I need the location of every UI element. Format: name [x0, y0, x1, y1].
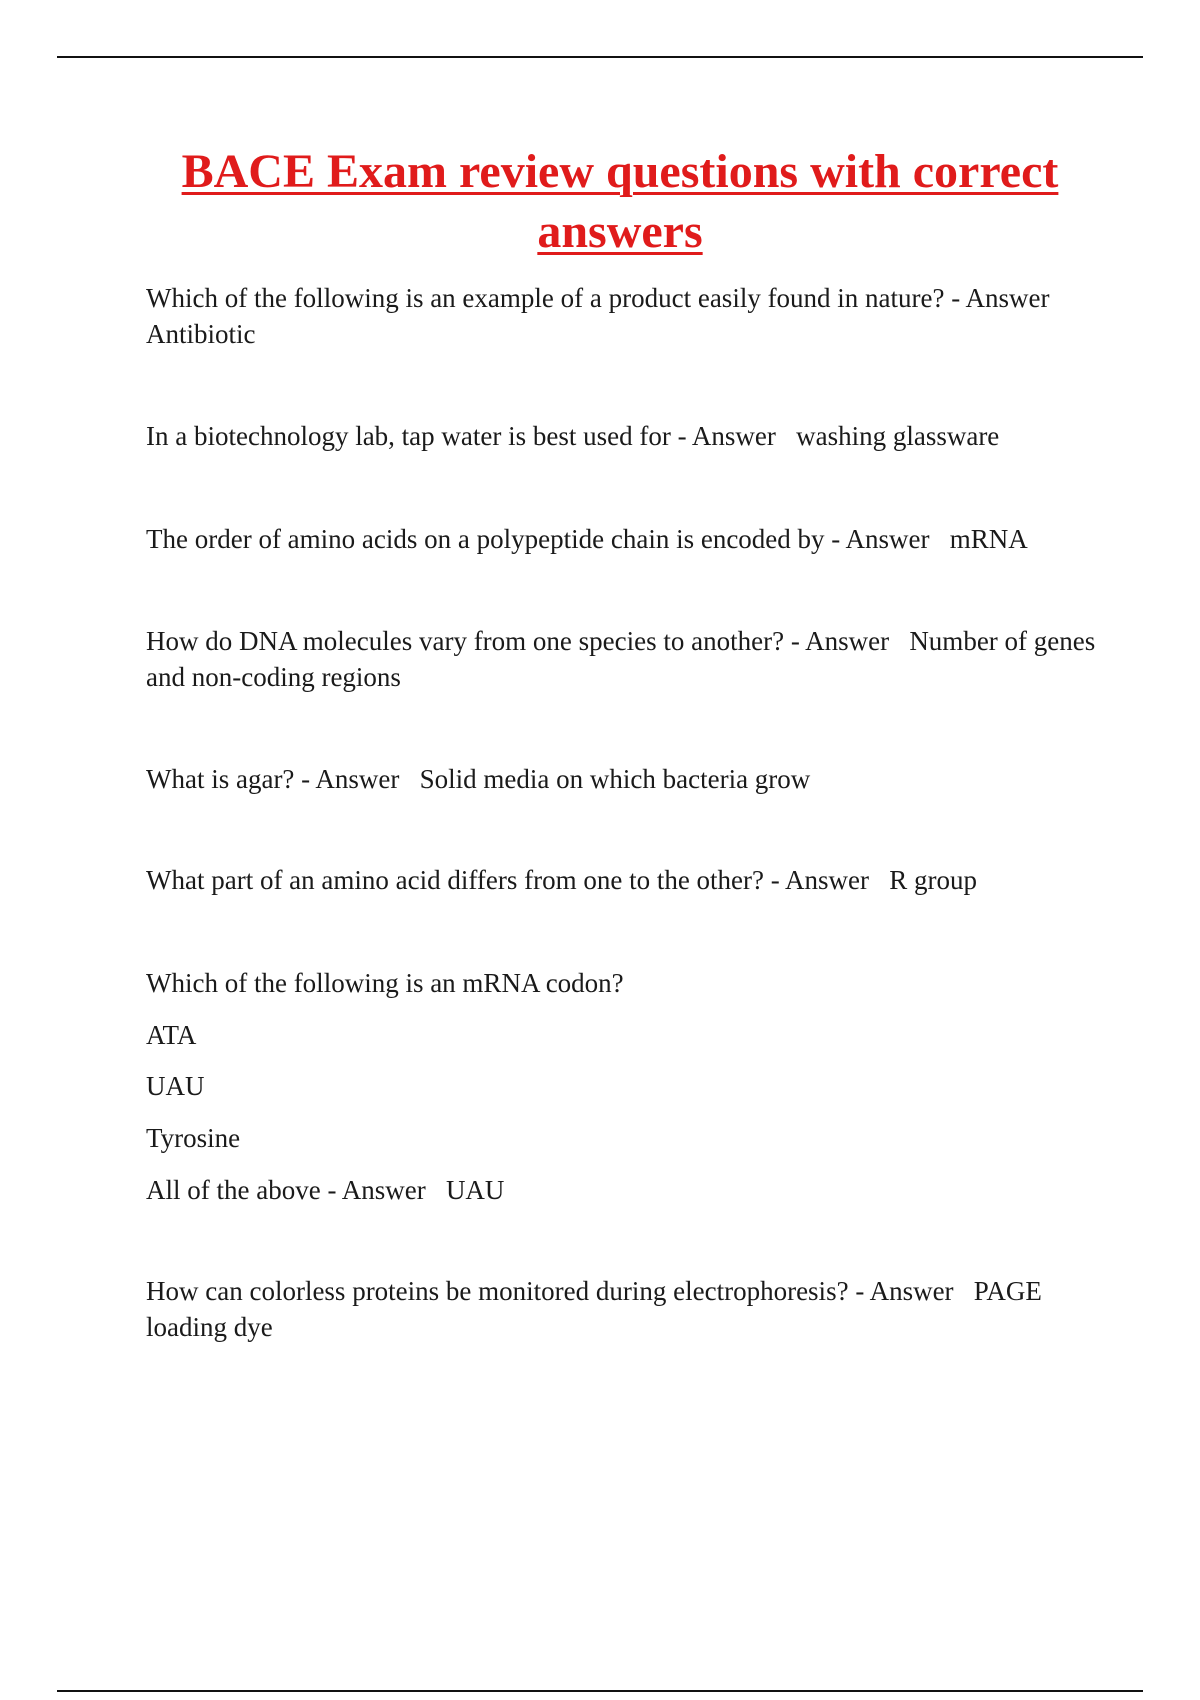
answer-text: washing glassware [796, 421, 1000, 451]
option-text: All of the above [146, 1175, 321, 1205]
qa-item-2 [146, 418, 1106, 454]
answer-label: - Answer [770, 865, 870, 895]
top-rule [57, 56, 1143, 58]
qa-item-3 [146, 521, 1106, 557]
answer-label: - Answer [951, 283, 1050, 313]
answer-text: Number of genes and non-coding regions [146, 626, 1096, 692]
qa-item-6 [146, 862, 1106, 898]
answer-label: - Answer [790, 626, 890, 656]
qa-item-5 [146, 761, 1106, 797]
answer-label: - Answer [855, 1276, 954, 1306]
question-text: What is agar? [146, 764, 295, 794]
answer-text: Solid media on which bacteria grow [419, 764, 811, 794]
option-all-of-the-above [146, 1172, 504, 1208]
answer-label: - Answer [327, 1175, 426, 1205]
qa-item-7-question [146, 965, 1106, 1001]
option-tyrosine: Tyrosine [146, 1123, 241, 1153]
question-text: What part of an amino acid differs from one to the other? [146, 865, 765, 895]
option-ata: ATA [146, 1020, 197, 1050]
question-text: Which of the following is an example of a product easily found in nature? [146, 283, 945, 313]
answer-text: Antibiotic [146, 319, 256, 349]
question-text: How do DNA molecules vary from one species to another? [146, 626, 785, 656]
question-text: How can colorless proteins be monitored during electrophoresis? [146, 1276, 849, 1306]
question-text: The order of amino acids on a polypeptide chain is encoded by [146, 524, 825, 554]
question-text: In a biotechnology lab, tap water is best used for [146, 421, 671, 451]
question-text: Which of the following is an mRNA codon? [146, 968, 624, 998]
qa-item-1 [146, 280, 1106, 352]
answer-label: - Answer [677, 421, 776, 451]
qa-item-8 [146, 1273, 1106, 1345]
answer-text: UAU [445, 1175, 505, 1205]
answer-label: - Answer [301, 764, 400, 794]
answer-text: mRNA [949, 524, 1028, 554]
answer-label: - Answer [831, 524, 930, 554]
answer-text: R group [889, 865, 978, 895]
option-uau: UAU [146, 1071, 205, 1101]
page-title: BACE Exam review questions with correct answers [181, 145, 1059, 258]
qa-item-4 [146, 623, 1106, 695]
bottom-rule [57, 1690, 1143, 1692]
answer-text: PAGE loading dye [146, 1276, 1042, 1342]
